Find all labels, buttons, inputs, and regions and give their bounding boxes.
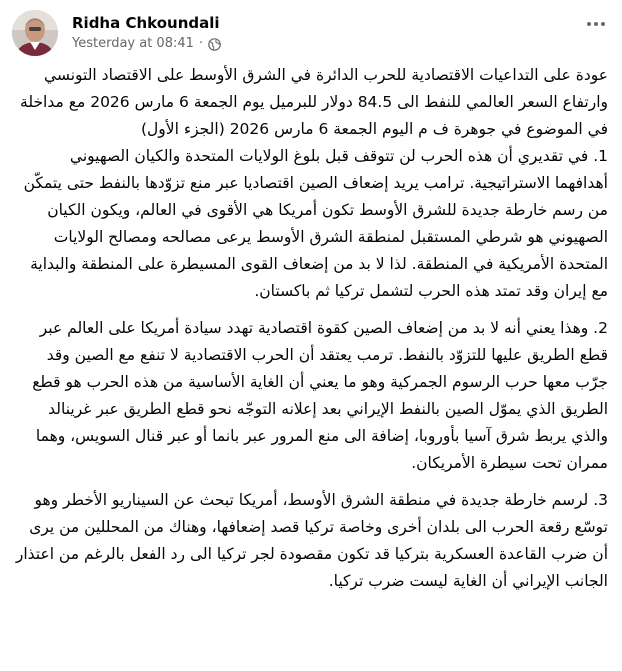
post-paragraph: 3. لرسم خارطة جديدة في منطقة الشرق الأوسط، أمريكا تبحث عن السيناريو الأخطر وهو توسّع رقعة الحرب الى بلدان أخرى وخاصة تركيا قصد إضعافها، وهناك من المحللين من يرى أن ضرب القاعدة العسكرية بتركيا قد تكون مقصودة لجر تركيا الى رد الفعل بالرغم من اعتذار الجانب الإيراني أن الغاية ليست ضرب تركيا. xyxy=(15,491,608,590)
more-options-icon[interactable] xyxy=(580,14,612,34)
avatar[interactable] xyxy=(12,10,58,56)
post-paragraph: 2. وهذا يعني أنه لا بد من إضعاف الصين كقوة اقتصادية تهدد سيادة أمريكا على العالم عبر قطع الطريق عليها للتزوّد بالنفط. ترمب يعتقد أن الحرب الاقتصادية لا تنفع مع الصين وقد جرّب معها حرب الرسوم الجمركية وهو ما يعني أن الغاية الأساسية من هذه الحرب هو قطع الطريق الذي يموّل الصين بالنفط الإيراني بعد إعلانه التوجّه نحو قطع الطريق عبر غرينالد والذي يربط شرق آسيا بأوروبا، إضافة الى منع المرور عبر بانما أو عبر قنال السويس، وهما ممران تحت سيطرة الأمريكان. xyxy=(32,319,608,472)
post-subline xyxy=(72,36,221,52)
post-header xyxy=(12,10,221,60)
globe-icon[interactable] xyxy=(208,38,221,51)
author-name[interactable]: Ridha Chkoundali xyxy=(72,14,220,32)
post-timestamp[interactable]: Yesterday at 08:41 xyxy=(72,36,194,51)
post-paragraph: 1. في تقديري أن هذه الحرب لن تتوقف قبل بلوغ الولايات المتحدة والكيان الصهيوني أهدافهما الاستراتيجية. ترامب يريد إضعاف الصين اقتصاديا عبر منع تزوّدها بالنفط حتى يتمكّن من رسم خارطة جديدة للشرق الأوسط تكون أمريكا هي الأقوى في العالم، ويكون الكيان الصهيوني هو شرطي المستقبل لمنطقة الشرق الأوسط يرعى مصالحه ومصالح الولايات المتحدة الأمريكية في المنطقة. لذا لا بد من إضعاف القوى المسيطرة على المنطقة والبداية مع إيران وقد تمتد هذه الحرب لتشمل تركيا ثم باكستان. xyxy=(23,147,608,300)
post-paragraph: عودة على التداعيات الاقتصادية للحرب الدائرة في الشرق الأوسط على الاقتصاد التونسي وارتفاع السعر العالمي للنفط الى 84.5 دولار للبرميل يوم الجمعة 6 مارس 2026 مع مداخلة في الموضوع في جوهرة ف م اليوم الجمعة 6 مارس 2026 (الجزء الأول) xyxy=(20,66,608,138)
avatar-photo xyxy=(12,10,58,56)
separator-dot: · xyxy=(198,36,204,51)
post-body xyxy=(14,62,608,605)
